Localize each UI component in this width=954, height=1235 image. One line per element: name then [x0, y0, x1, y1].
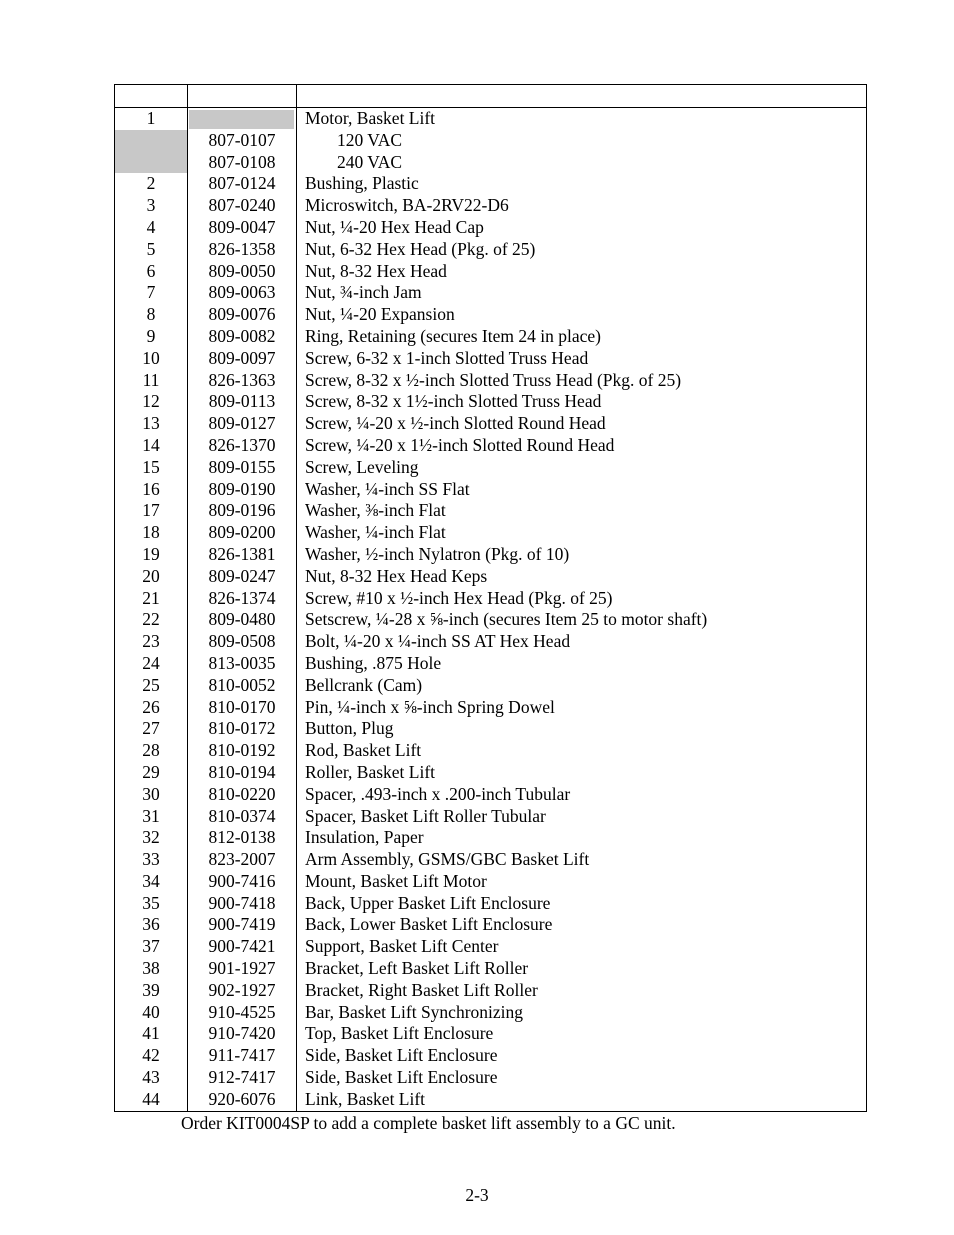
part-description: Screw, Leveling [305, 456, 419, 477]
part-number: 810-0374 [208, 805, 276, 826]
table-header-row [115, 85, 866, 108]
part-number: 809-0196 [208, 500, 276, 521]
table-row [115, 544, 866, 566]
table-row [115, 784, 866, 806]
table-row [115, 1045, 866, 1067]
item-number: 44 [142, 1088, 160, 1109]
part-description: Top, Basket Lift Enclosure [305, 1023, 494, 1044]
part-number: 809-0082 [208, 325, 276, 346]
part-number: 807-0107 [208, 129, 276, 150]
part-description: Nut, ¼-20 Expansion [305, 304, 455, 325]
table-row [115, 479, 866, 501]
part-number: 809-0113 [208, 391, 276, 412]
item-number: 16 [142, 478, 160, 499]
table-row [115, 522, 866, 544]
part-description: Insulation, Paper [305, 827, 424, 848]
table-row [115, 348, 866, 370]
part-number: 809-0480 [208, 609, 276, 630]
table-row [115, 958, 866, 980]
item-number: 10 [142, 347, 160, 368]
part-number: 813-0035 [208, 652, 276, 673]
table-row [115, 500, 866, 522]
part-number: 902-1927 [208, 979, 276, 1000]
part-description: Washer, ⅜-inch Flat [305, 500, 446, 521]
item-number: 37 [142, 936, 160, 957]
table-row [115, 239, 866, 261]
part-number: 807-0240 [208, 195, 276, 216]
part-number: 809-0247 [208, 565, 276, 586]
table-row [115, 413, 866, 435]
item-number: 34 [142, 870, 160, 891]
table-row [115, 849, 866, 871]
part-description: Microswitch, BA-2RV22-D6 [305, 195, 509, 216]
table-row [115, 108, 866, 130]
part-number: 826-1363 [208, 369, 276, 390]
item-number: 24 [142, 652, 160, 673]
item-number: 40 [142, 1001, 160, 1022]
part-description: Spacer, Basket Lift Roller Tubular [305, 805, 546, 826]
item-number: 33 [142, 849, 160, 870]
item-number: 18 [142, 522, 160, 543]
part-number: 912-7417 [208, 1067, 276, 1088]
item-number: 6 [146, 260, 156, 281]
part-number: 900-7418 [208, 892, 276, 913]
item-number: 20 [142, 565, 160, 586]
part-description: Setscrew, ¼-28 x ⅝-inch (secures Item 25 to motor shaft) [305, 609, 708, 630]
shaded-cell [189, 110, 294, 129]
table-row [115, 697, 866, 719]
part-description: Bar, Basket Lift Synchronizing [305, 1001, 524, 1022]
part-description: Nut, 8-32 Hex Head [305, 260, 447, 281]
part-description: Spacer, .493-inch x .200-inch Tubular [305, 783, 571, 804]
part-description: Washer, ¼-inch Flat [305, 522, 446, 543]
part-description: Bracket, Right Basket Lift Roller [305, 979, 538, 1000]
item-number: 19 [142, 543, 160, 564]
table-row [115, 370, 866, 392]
table-row [115, 152, 866, 174]
part-description: Bolt, ¼-20 x ¼-inch SS AT Hex Head [305, 631, 571, 652]
item-number: 11 [142, 369, 160, 390]
part-number: 807-0124 [208, 173, 276, 194]
part-number: 809-0127 [208, 413, 276, 434]
part-description: Bushing, .875 Hole [305, 652, 442, 673]
part-number: 810-0172 [208, 718, 276, 739]
item-number: 2 [146, 173, 156, 194]
item-number: 9 [146, 325, 156, 346]
table-row [115, 740, 866, 762]
part-number: 910-4525 [208, 1001, 276, 1022]
part-description: Bracket, Left Basket Lift Roller [305, 958, 529, 979]
table-row [115, 304, 866, 326]
part-number: 900-7421 [208, 936, 276, 957]
part-description: Screw, ¼-20 x ½-inch Slotted Round Head [305, 413, 606, 434]
table-row [115, 195, 866, 217]
part-description: Roller, Basket Lift [305, 761, 436, 782]
table-row [115, 1023, 866, 1045]
table-row [115, 762, 866, 784]
item-number: 17 [142, 500, 160, 521]
part-number: 823-2007 [208, 849, 276, 870]
part-description: Screw, 8-32 x 1½-inch Slotted Truss Head [305, 391, 602, 412]
table-row [115, 566, 866, 588]
part-description: Screw, ¼-20 x 1½-inch Slotted Round Head [305, 434, 615, 455]
item-number: 25 [142, 674, 160, 695]
table-row [115, 130, 866, 152]
table-row [115, 1067, 866, 1089]
table-row [115, 261, 866, 283]
part-number: 810-0052 [208, 674, 276, 695]
item-number: 28 [142, 740, 160, 761]
part-number: 911-7417 [208, 1045, 276, 1066]
part-description: Bellcrank (Cam) [305, 674, 423, 695]
part-description: Side, Basket Lift Enclosure [305, 1045, 498, 1066]
table-row [115, 326, 866, 348]
part-number: 826-1381 [208, 543, 276, 564]
part-description: Washer, ¼-inch SS Flat [305, 478, 470, 499]
table-row [115, 827, 866, 849]
item-number: 32 [142, 827, 160, 848]
part-description: Pin, ¼-inch x ⅝-inch Spring Dowel [305, 696, 555, 717]
item-number: 12 [142, 391, 160, 412]
part-number: 809-0190 [208, 478, 276, 499]
part-description: Screw, #10 x ½-inch Hex Head (Pkg. of 25) [305, 587, 613, 608]
table-row [115, 282, 866, 304]
part-description: Nut, 8-32 Hex Head Keps [305, 565, 488, 586]
item-number: 8 [146, 304, 156, 325]
part-number: 810-0192 [208, 740, 276, 761]
table-row [115, 1002, 866, 1024]
part-number: 809-0076 [208, 304, 276, 325]
part-description: Mount, Basket Lift Motor [305, 870, 487, 891]
part-description: Nut, 6-32 Hex Head (Pkg. of 25) [305, 238, 536, 259]
table-row [115, 173, 866, 195]
column-divider [187, 85, 188, 107]
item-number: 7 [146, 282, 156, 303]
part-number: 910-7420 [208, 1023, 276, 1044]
part-description: Screw, 8-32 x ½-inch Slotted Truss Head (Pkg. of 25) [305, 369, 682, 390]
part-description: 240 VAC [337, 151, 403, 172]
part-description: Nut, ¾-inch Jam [305, 282, 422, 303]
part-number: 920-6076 [208, 1088, 276, 1109]
part-description: Back, Lower Basket Lift Enclosure [305, 914, 553, 935]
item-number: 5 [146, 238, 156, 259]
item-number: 3 [146, 195, 156, 216]
part-number: 826-1358 [208, 238, 276, 259]
part-number: 809-0047 [208, 216, 276, 237]
column-divider [296, 85, 297, 107]
item-number: 31 [142, 805, 160, 826]
part-number: 809-0155 [208, 456, 276, 477]
part-description: Support, Basket Lift Center [305, 936, 499, 957]
item-number: 27 [142, 718, 160, 739]
item-number: 38 [142, 958, 160, 979]
part-description: Nut, ¼-20 Hex Head Cap [305, 216, 484, 237]
table-row [115, 806, 866, 828]
item-number: 4 [146, 216, 156, 237]
part-description: Motor, Basket Lift [305, 108, 436, 128]
table-row [115, 936, 866, 958]
order-note: Order KIT0004SP to add a complete basket lift assembly to a GC unit. [181, 1113, 676, 1133]
part-description: Arm Assembly, GSMS/GBC Basket Lift [305, 849, 590, 870]
part-description: Washer, ½-inch Nylatron (Pkg. of 10) [305, 543, 570, 564]
part-number: 810-0194 [208, 761, 276, 782]
table-row [115, 675, 866, 697]
item-number: 22 [142, 609, 160, 630]
table-row [115, 588, 866, 610]
part-number: 807-0108 [208, 151, 276, 172]
part-number: 900-7416 [208, 870, 276, 891]
item-number: 14 [142, 434, 160, 455]
part-number: 900-7419 [208, 914, 276, 935]
part-number: 810-0220 [208, 783, 276, 804]
table-row [115, 914, 866, 936]
table-row [115, 893, 866, 915]
part-number: 812-0138 [208, 827, 276, 848]
table-body [115, 108, 866, 1111]
part-number: 826-1370 [208, 434, 276, 455]
item-number: 35 [142, 892, 160, 913]
part-number: 809-0063 [208, 282, 276, 303]
page-number: 2-3 [465, 1185, 489, 1205]
part-number: 809-0508 [208, 631, 276, 652]
part-number: 826-1374 [208, 587, 276, 608]
item-number: 13 [142, 413, 160, 434]
table-row [115, 217, 866, 239]
part-description: Button, Plug [305, 718, 394, 739]
item-number: 42 [142, 1045, 160, 1066]
item-number: 23 [142, 631, 160, 652]
table-row [115, 435, 866, 457]
item-number: 36 [142, 914, 160, 935]
parts-table [114, 84, 867, 1112]
table-row [115, 609, 866, 631]
part-description: Ring, Retaining (secures Item 24 in place) [305, 325, 601, 346]
part-number: 809-0200 [208, 522, 276, 543]
item-number: 39 [142, 979, 160, 1000]
part-description: Link, Basket Lift [305, 1088, 426, 1109]
part-description: Bushing, Plastic [305, 173, 419, 194]
part-description: 120 VAC [337, 129, 403, 150]
item-number: 29 [142, 761, 160, 782]
table-row [115, 391, 866, 413]
table-row [115, 653, 866, 675]
part-description: Rod, Basket Lift [305, 740, 422, 761]
item-number: 21 [142, 587, 160, 608]
item-number: 43 [142, 1067, 160, 1088]
item-number: 1 [146, 108, 156, 128]
part-number: 810-0170 [208, 696, 276, 717]
part-description: Back, Upper Basket Lift Enclosure [305, 892, 551, 913]
part-number: 809-0050 [208, 260, 276, 281]
table-row [115, 457, 866, 479]
table-row [115, 1089, 866, 1111]
item-number: 41 [142, 1023, 160, 1044]
table-row [115, 631, 866, 653]
table-row [115, 718, 866, 740]
table-row [115, 871, 866, 893]
table-row [115, 980, 866, 1002]
item-number: 30 [142, 783, 160, 804]
part-description: Side, Basket Lift Enclosure [305, 1067, 498, 1088]
item-number: 26 [142, 696, 160, 717]
item-number: 15 [142, 456, 160, 477]
part-number: 809-0097 [208, 347, 276, 368]
part-description: Screw, 6-32 x 1-inch Slotted Truss Head [305, 347, 589, 368]
part-number: 901-1927 [208, 958, 276, 979]
